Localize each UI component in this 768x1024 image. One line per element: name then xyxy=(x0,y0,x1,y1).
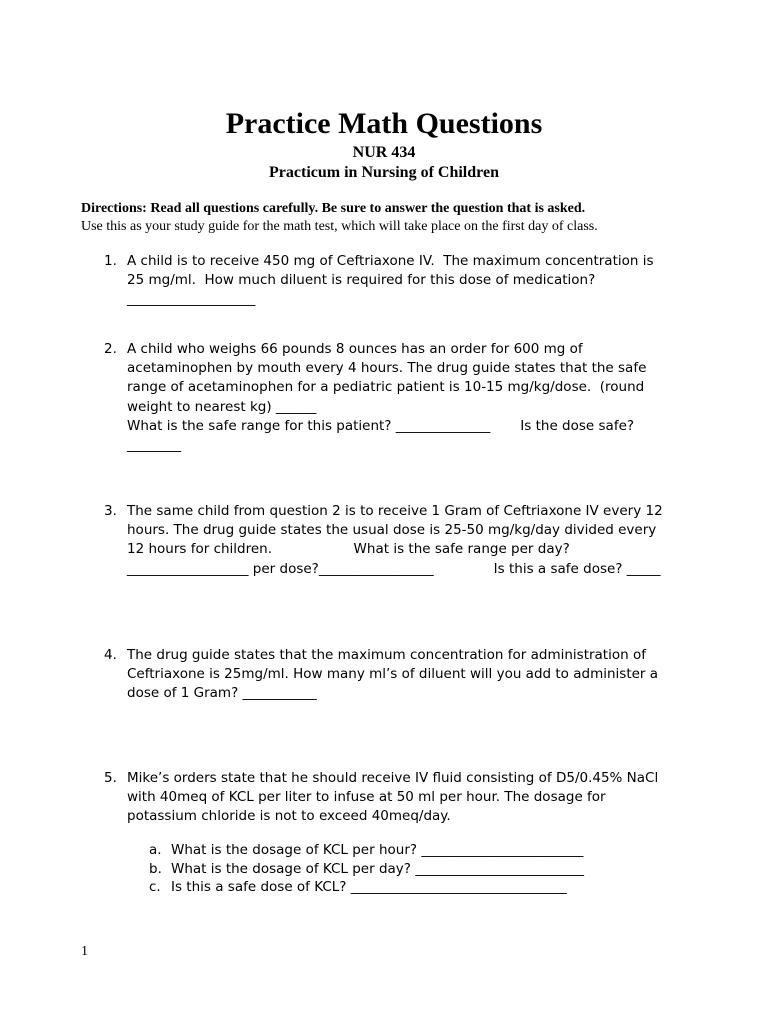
part-letter: a. xyxy=(149,842,162,858)
part-text: What is the dosage of KCL per hour? ________________________ xyxy=(171,842,584,858)
question-text: Mike’s orders state that he should receive IV fluid consisting of D5/0.45% NaCl with 40meq of KCL per liter to infuse at 50 ml per hour. The dosage for potassium chloride is not to exceed 40meq/day. xyxy=(127,770,663,825)
question-number: 3. xyxy=(104,503,117,519)
question-5 xyxy=(104,769,674,827)
directions-text: Directions: Read all questions carefully. Be sure to answer the question that is asked. xyxy=(81,201,586,216)
question-number: 4. xyxy=(104,647,117,663)
question-number: 2. xyxy=(104,341,117,357)
question-5-parts xyxy=(149,841,649,897)
part-text: What is the dosage of KCL per day? _________________________ xyxy=(171,860,584,877)
page-number: 1 xyxy=(81,944,88,959)
question-text: The same child from question 2 is to receive 1 Gram of Ceftriaxone IV every 12 hours. The drug guide states the usual dose is 25-50 mg/kg/day divided every 12 hours for children. What is the safe range per day? __________________ per dose?_________________ Is this a safe dose? _____ xyxy=(127,503,667,577)
part-letter: b. xyxy=(149,860,162,877)
question-text: A child who weighs 66 pounds 8 ounces has an order for 600 mg of acetaminophen by mouth every 4 hours. The drug guide states that the safe range of acetaminophen for a pediatric patient is 10-15 mg/kg/dose. (round weight to nearest kg) ______ What is the safe range for this patient? ______________ Is the dose safe? ________ xyxy=(127,341,647,454)
question-1 xyxy=(104,252,674,310)
question-5-part-b xyxy=(149,860,649,879)
page-title: Practice Math Questions xyxy=(225,107,543,140)
part-text: Is this a safe dose of KCL? ________________________________ xyxy=(171,879,567,895)
question-text: A child is to receive 450 mg of Ceftriaxone IV. The maximum concentration is 25 mg/ml. How much diluent is required for this dose of medication? ___________________ xyxy=(127,253,658,308)
question-5-part-c xyxy=(149,878,649,897)
question-number: 1. xyxy=(104,253,117,269)
question-5-part-a xyxy=(149,841,649,860)
question-3 xyxy=(104,502,674,579)
question-4 xyxy=(104,646,674,704)
question-2 xyxy=(104,340,674,455)
study-guide-note: Use this as your study guide for the math test, which will take place on the first day of class. xyxy=(81,219,598,234)
course-code: NUR 434 xyxy=(352,144,416,161)
question-text: The drug guide states that the maximum concentration for administration of Ceftriaxone is 25mg/ml. How many ml’s of diluent will you add to administer a dose of 1 Gram? ___________ xyxy=(127,647,663,702)
part-letter: c. xyxy=(149,879,161,895)
question-number: 5. xyxy=(104,770,117,786)
course-subtitle: Practicum in Nursing of Children xyxy=(269,164,499,181)
